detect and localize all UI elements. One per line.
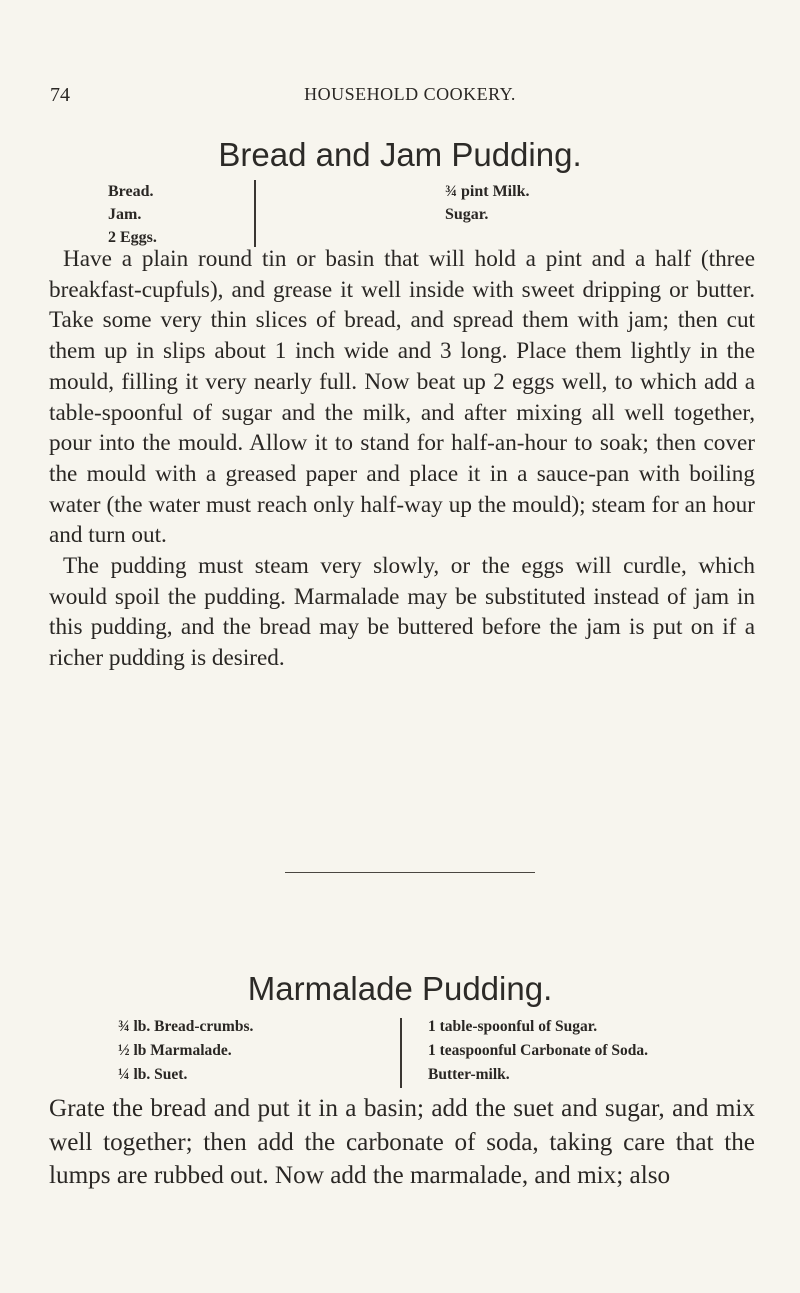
ingredient-item: ¾ lb. Bread-crumbs. (118, 1018, 254, 1035)
ingredient-divider (400, 1018, 402, 1088)
recipe-body-bread-and-jam (49, 244, 755, 674)
paragraph: The pudding must steam very slowly, or the eggs will curdle, which would spoil the pudding. Marmalade may be substituted instead of jam in this pudding, and the bread may be buttered before the jam is put on if a richer pudding is desired. (49, 553, 755, 672)
paragraph: Grate the bread and put it in a basin; add the suet and sugar, and mix well together; then add the carbonate of soda, taking care that the lumps are rubbed out. Now add the marmalade, and mix; also (49, 1095, 755, 1189)
ingredient-item: Bread. (108, 183, 154, 200)
recipe-title-marmalade: Marmalade Pudding. (247, 970, 553, 1007)
page-header (50, 84, 770, 110)
ingredient-list-left (118, 1015, 253, 1087)
ingredient-item: 2 Eggs. (108, 229, 157, 246)
ingredient-item: ¼ lb. Suet. (118, 1066, 188, 1083)
paragraph: Have a plain round tin or basin that will hold a pint and a half (three breakfast-cupfuls), and grease it well inside with sweet dripping or butter. Take some very thin slices of bread, and spread them with jam; then cut them up in slips about 1 inch wide and 3 long. Place them lightly in the mould, filling it very nearly full. Now beat up 2 eggs well, to which add a table-spoonful of sugar and the milk, and after mixing all well together, pour into the mould. Allow it to stand for half-an-hour to soak; then cover the mould with a greased paper and place it in a sauce-pan with boiling water (the water must reach only half-way up the mould); steam for an hour and turn out. (49, 246, 755, 549)
ingredient-list-right (445, 180, 529, 226)
ingredient-divider (254, 180, 256, 247)
ingredient-item: Sugar. (445, 206, 489, 223)
page-number: 74 (50, 84, 70, 106)
running-head: HOUSEHOLD COOKERY. (304, 84, 516, 104)
ingredient-item: 1 teaspoonful Carbonate of Soda. (428, 1042, 649, 1059)
ingredient-item: Butter-milk. (428, 1066, 510, 1083)
ingredient-list-right (428, 1015, 648, 1087)
recipe-title-bread-and-jam: Bread and Jam Pudding. (218, 136, 582, 173)
ingredient-item: Jam. (108, 206, 142, 223)
ingredient-list-left (108, 180, 157, 249)
ingredient-item: ½ lb Marmalade. (118, 1042, 232, 1059)
section-divider (285, 872, 535, 873)
ingredient-item: ¾ pint Milk. (445, 183, 530, 200)
ingredient-item: 1 table-spoonful of Sugar. (428, 1018, 598, 1035)
recipe-body-marmalade (49, 1092, 755, 1193)
